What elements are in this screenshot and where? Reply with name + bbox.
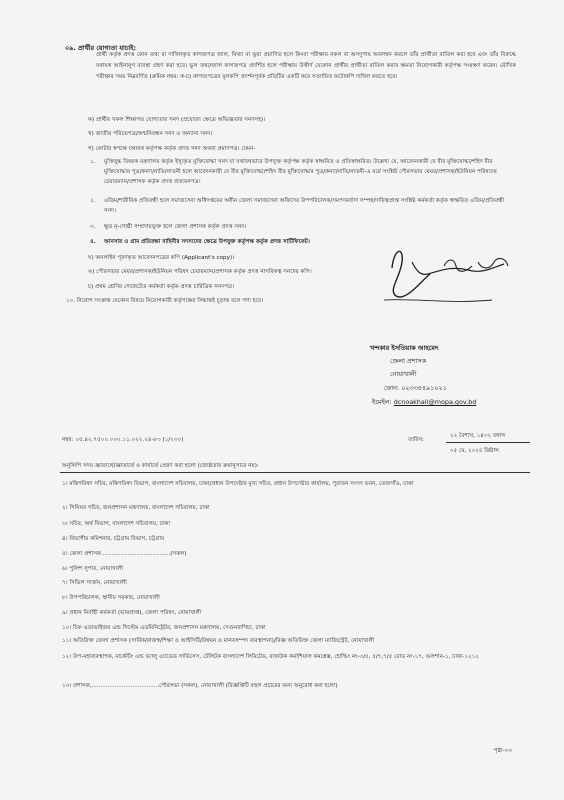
item-ga: গ) কোটার স্বপক্ষে যথাযথ কর্তৃপক্ষ কর্তৃক প্রদত্ত সনদ অথবা প্রমাণপত্র। যেমন- [88,146,256,152]
memo-number: নম্বর: ০৫.৪২.৭৫০০.০০০.১১.০২২.২৪-৮৩ (১/২৩০) [62,437,184,443]
signatory-email[interactable]: dcnoakhali@mopa.gov.bd [393,398,477,406]
section-title: ০৯. প্রার্থীর যোগ্যতা যাচাই: [65,44,137,52]
date-english: ০৫ মে, ২০২৫ খ্রিষ্টাব্দ [450,448,499,454]
sub-item-1: ১. মুক্তিযুদ্ধ বিষয়ক মন্ত্রণালয় কর্তৃক ইস্যুকৃত মুক্তিযোদ্ধা সনদ যা যথাযথভাবে উপযুক্ত কর্তৃপক্ষ কর্তৃক স্বাক্ষরিত ও প্রতিস্বাক্ষরিত। উল্লেখ্য যে, আবেদনকারী যে বীর মুক্তিযোদ্ধা/শহিদ বীর মুক্তিযোদ্ধার পুত্র/কন্যা/নাতি/নাতনী হলে আবেদনকারী যে বীর মুক্তিযোদ্ধা/শহিদ বীর মুক্তিযোদ্ধার পুত্র/কন্যা/নাতি/নাতনী-এ মর্মে সংশ্লিষ্ট পৌরসভার মেয়র/প্রশাসক/ইউনিয়ন পরিষদের চেয়ারম্যান/প্রশাসক কর্তৃক প্রদত্ত প্রত্যয়নপত্র। [90,159,497,186]
signatory-phone: ফোন: ০২৩৩৪৪৯১০২১ [384,384,447,392]
copy-divider [60,472,530,473]
copy-item-5: ৫। জেলা প্রশাসক.......................................(সকল) [62,551,187,557]
copy-item-8: ৮। উপপরিচালক, স্থানীয় সরকার, নোয়াখালী [62,595,160,601]
copy-item-2: ২। সিনিয়র সচিব, জনপ্রশাসন মন্ত্রণালয়, বাংলাদেশ সচিবালয়, ঢাকা [62,505,210,511]
copy-item-7: ৭। সিভিল সার্জন, নোয়াখালী [62,580,127,586]
item-gha: ঘ) অনলাইন পূরণকৃত আবেদনপত্রের কপি (Applicant's copy)। [88,255,235,261]
date-label: তারিখ: [408,437,425,443]
item-kha: খ) জাতীয় পরিচয়পত্র/জন্মনিবন্ধন সনদ ও অন্যান্য সনদ। [88,131,213,137]
clause-10: ১০. নিয়োগ সংক্রান্ত যেকোন বিষয়ে নিয়োগকারী কর্তৃপক্ষের সিদ্ধান্তই চূড়ান্ত বলে গণ্য হবে। [66,298,264,304]
copy-item-4: ৪। বিভাগীয় কমিশনার, চট্টগ্রাম বিভাগ, চট্টগ্রাম [62,536,165,542]
signatory-district: নোয়াখালী [390,370,417,378]
page-number: পৃষ্ঠা-০৩ [493,748,512,754]
copy-item-12: ১২। উপ-মহাব্যবস্থাপক, মার্কেটিং এন্ড ভ্যালু এ্যাডেড সার্ভিসেস, টেলিটক বাংলাদেশ লিমিটেড, রাজউক কর্মাশিয়াল কমপ্লেক্স, হোল্ডিং নং-৩/৫, ৫/৭,৭/৫ রোড নং-১৭, গুলশান-১, ঢাকা-১২১২ [62,654,480,660]
copy-item-1: ১। মন্ত্রিপরিষদ সচিব, মন্ত্রিপরিষদ বিভাগ, বাংলাদেশ সচিবালয়, ঢাকা/প্রধান উপদেষ্টার মুখ্য সচিব, প্রধান উপদেষ্টার কার্যালয়, পুরাতন সংসদ ভবন, তেজগাঁও, ঢাকা [62,481,414,487]
signatory-name: খন্দকার ইসতিয়াক আহমেদ [370,344,439,352]
signature-image [382,240,532,335]
item-cha: চ) প্রথম শ্রেণির গেজেটেড কর্মকর্তা কর্তৃক প্রদত্ত চারিত্রিক সনদপত্র। [88,284,235,290]
sub-item-2: ২. এতিম/শারীরিক প্রতিবন্ধী হলে সমাজসেবা অধিদপ্তরের অধীন জেলা সমাজসেবা অফিসের উপপরিচালক/সমপদমর্যাদা সম্পন্ন/দায়িত্বপ্রাপ্ত সংশ্লিষ্ট কর্মকর্তা কর্তৃক স্বাক্ষরিত এতিম/প্রতিবন্ধী সনদ। [90,198,505,215]
sub-item-3: ৩. ক্ষুদ্র নৃ-গোষ্ঠী সম্প্রদায়ভুক্ত হলে জেলা প্রশাসক কর্তৃক প্রদত্ত সনদ। [90,224,247,230]
copy-item-3: ৩। সচিব, অর্থ বিভাগ, বাংলাদেশ সচিবালয়, ঢাকা [62,521,170,527]
signatory-designation: জেলা প্রশাসক [390,357,427,365]
copy-item-13: ১৩। প্রশাসক,......................................পৌরসভা (সকল), নোয়াখালী (বিজ্ঞপ্তিটি বহুল প্রচারের জন্য অনুরোধ করা হলো) [62,683,338,689]
copy-item-6: ৬। পুলিশ সুপার, নোয়াখালী [62,566,124,572]
item-ka: ক) প্রার্থীর সকল শিক্ষাগত যোগ্যতার সনদ (প্রযোজ্য ক্ষেত্রে অভিজ্ঞতার সনদসহ)। [88,117,266,123]
date-bangla: ২২ বৈশাখ, ১৪৩২ বঙ্গাব্দ [450,433,506,439]
intro-paragraph: প্রার্থী কর্তৃক প্রদত্ত কোন তথ্য বা দাখিলকৃত কাগজপত্র জাল, মিথ্যা বা ভুয়া প্রমাণিত হলে কিংবা পরীক্ষায় নকল বা অসদুপায় অবলম্বন করলে তাঁর প্রার্থীতা বাতিল করা হবে এবং তাঁর বিরুদ্ধে যথাযথ আইনানুগ ব্যবস্থা গ্রহণ করা হবে। ভুল তথ্য/জাল কাগজপত্র প্রদর্শিত হলে পরীক্ষায় উত্তীর্ণ যেকোন প্রার্থীর প্রার্থীতা বাতিল করার ক্ষমতা নিয়োগকারী কর্তৃপক্ষ সংরক্ষণ করেন। মৌখিক পরীক্ষার সময় নিম্নবর্ণিত (ক্রমিক নম্বর: ক-চ) কাগজপত্রের মূলকপি প্রদর্শনপূর্বক প্রতিটির একটি করে সত্যায়িত ফটোকপি দাখিল করতে হবে। [96,52,516,81]
copy-heading: অনুলিপি সদয় জ্ঞাতার্থে/জ্ঞাতার্থে ও কার্যার্থে প্রেরণ করা হলো (জ্যেষ্ঠতার ক্রমানুসারে নয়): [62,463,259,469]
date-divider [446,442,530,443]
copy-item-10: ১০। চিফ এডাভাইজর এন্ড সিস্টেম এডমিনিষ্ট্রেটর, জনপ্রশাসন মন্ত্রণালয়, সেগুনবাগিচা, ঢাকা [62,625,266,631]
signatory-email-line: ইমেইল: dcnoakhali@mopa.gov.bd [372,398,477,406]
copy-item-11: ১১। অতিরিক্ত জেলা প্রশাসক (সার্বিক/রাজস্ব/শিক্ষা ও আইসিটি/উন্নয়ন ও মানবসম্পদ ব্যবস্থাপনা)/বিজ্ঞ অতিরিক্ত জেলা ম্যাজিস্ট্রেট, নোয়াখালী [62,638,375,644]
item-umo: ঙ) পৌরসভার মেয়র/প্রশাসক/ইউনিয়ন পরিষদ চেয়ারম্যান/প্রশাসক কর্তৃক প্রদত্ত নাগরিকত্ব সনদের কপি। [88,269,312,275]
copy-item-9: ৯। প্রধান নির্বাহী কর্মকর্তা (ভারপ্রাপ্ত), জেলা পরিষদ, নোয়াখালী [62,610,202,616]
sub-item-4: ৪. আনসার ও গ্রাম প্রতিরক্ষা বাহিনীর সদস্যদের ক্ষেত্রে উপযুক্ত কর্তৃপক্ষ কর্তৃক প্রদত্ত সার্টিফিকেট। [90,239,310,245]
